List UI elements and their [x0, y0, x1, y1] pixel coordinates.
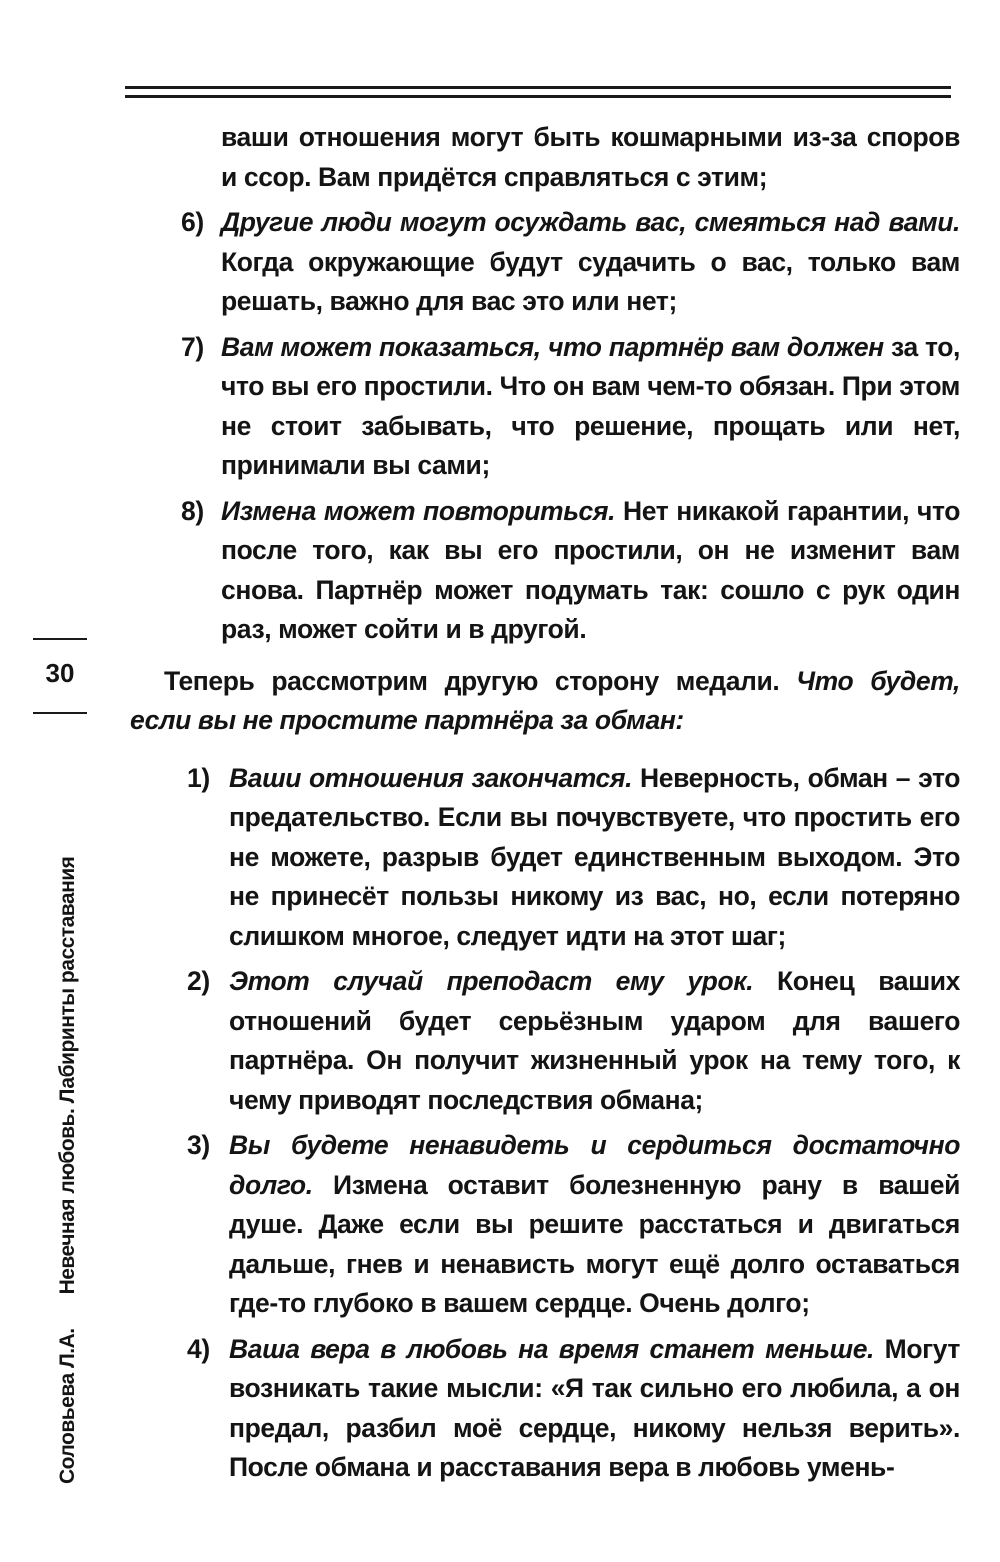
list-item-text: Конец ваших отношений будет серьёзным ударом для вашего партнёра. Он получит жизненный урок на тему того, к чему приводят последствия обмана;	[229, 966, 960, 1115]
list-item-text: за то, что вы его простили. Что он вам чем-то обязан. При этом не стоит забывать, что решение, прощать или нет, принимали вы сами;	[221, 331, 960, 480]
second-list	[130, 759, 960, 1488]
page-number-rule-top	[33, 638, 87, 640]
list-item-text: Могут возникать такие мысли: «Я так сильно его любила, а он предал, разбил моё сердце, никому нельзя верить». После обмана и расставания вера в любовь умень-	[229, 1333, 960, 1482]
list-item-lead: Измена может повториться.	[221, 495, 616, 526]
list-item-text: Неверность, обман – это предательство. Если вы почувствуете, что простить его не можете, разрыв будет единственным выходом. Это не принесёт пользы никому из вас, но, если потеряно слишком многое, следует идти на этот шаг;	[229, 762, 961, 951]
list-item	[130, 1330, 960, 1488]
list-item	[130, 962, 960, 1120]
page-body	[130, 118, 960, 1494]
list-item-lead: Этот случай преподаст ему урок.	[229, 966, 754, 996]
list-item-lead: Вам может показаться, что партнёр вам должен	[221, 331, 884, 362]
list-item-lead: Ваша вера в любовь на время станет меньше.	[229, 1333, 875, 1364]
list-item	[130, 203, 960, 322]
continued-paragraph: ваши отношения могут быть кошмарными из-за споров и ссор. Вам придётся справляться с этим;	[221, 122, 960, 192]
first-list	[130, 118, 960, 650]
list-item-number: 2)	[187, 966, 210, 996]
list-item-text: Измена оставит болезненную рану в вашей душе. Даже если вы решите расстаться и двигаться дальше, гнев и ненависть могут ещё долго оставаться где-то глубоко в вашем сердце. Очень долго;	[229, 1169, 960, 1318]
list-item	[130, 1126, 960, 1324]
list-item	[130, 492, 960, 650]
intro-question: Что будет, если вы не простите партнёра за обман:	[130, 665, 960, 735]
header-rule-bottom	[125, 95, 951, 98]
list-item	[130, 328, 960, 486]
list-item-number: 7)	[181, 331, 204, 362]
list-item-lead: Другие люди могут осуждать вас, смеяться над вами.	[221, 207, 960, 237]
list-item-text: Когда окружающие будут судачить о вас, только вам решать, важно для вас это или нет;	[221, 246, 960, 316]
list-item-lead: Ваши отношения закончатся.	[229, 762, 633, 793]
list-item	[130, 759, 960, 957]
page-number: 30	[45, 658, 75, 688]
list-item-lead: Вы будете ненавидеть и сердиться достаточно долго.	[229, 1130, 960, 1200]
list-item-number: 3)	[187, 1130, 210, 1160]
running-header-author: Соловьева Л.А.	[56, 1328, 79, 1484]
list-item-number: 4)	[187, 1333, 210, 1364]
list-item-text: Нет никакой гарантии, что после того, как вы его простили, он не изменит вам снова. Партнёр может подумать так: сошло с рук один раз, может сойти и в другой.	[221, 495, 960, 644]
header-rule-top	[125, 86, 951, 89]
page-number-rule-bottom	[33, 712, 87, 714]
list-item-number: 1)	[187, 762, 210, 793]
running-header	[56, 857, 80, 1484]
list-item-number: 8)	[181, 495, 204, 526]
intro-paragraph	[130, 662, 960, 741]
running-header-title: Невечная любовь. Лабиринты расставания	[56, 856, 79, 1295]
intro-text: Теперь рассмотрим другую сторону медали.	[164, 665, 797, 696]
list-item-number: 6)	[181, 207, 204, 237]
